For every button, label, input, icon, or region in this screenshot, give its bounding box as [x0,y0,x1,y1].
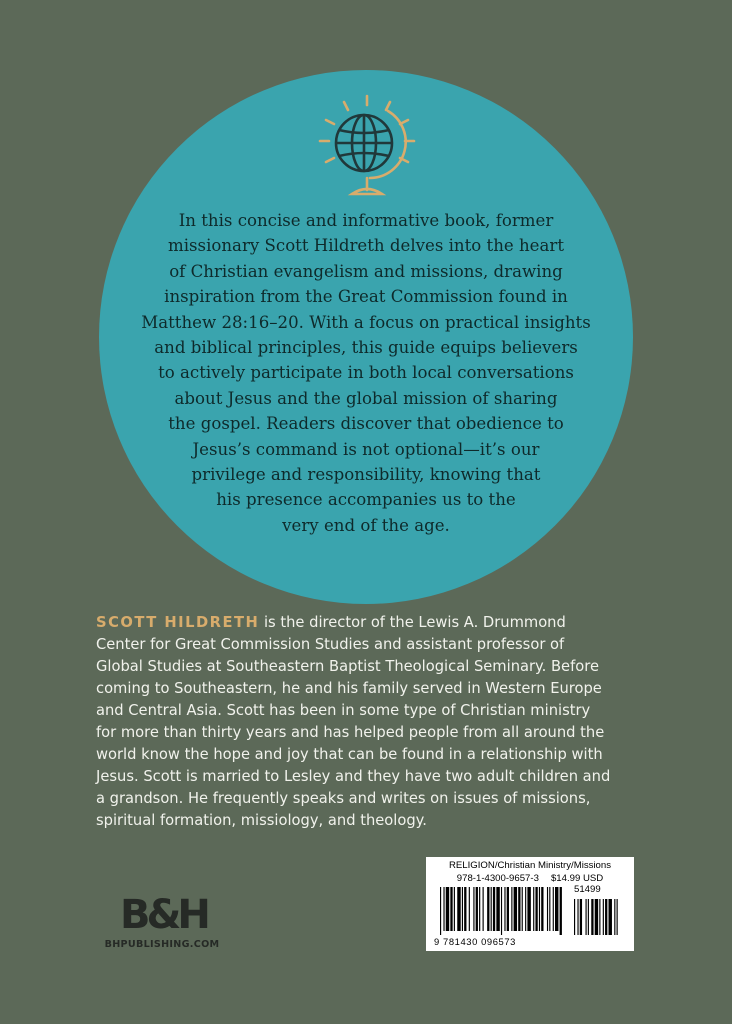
barcode-digits: 9 781430 096573 [434,936,516,947]
isbn-price-line [426,873,634,884]
publisher-logo-mark: B&H [120,892,207,938]
isbn-number: 978-1-4300-9657-3 [456,873,539,884]
book-description: In this concise and informative book, former missionary Scott Hildreth delves into the heart of Christian evangelism and missions, drawing inspiration from the Great Commission found in Matthew 28:16–20. With a focus on practical insights and biblical principles, this guide equips believers to actively participate in both local conversations about Jesus and the global mission of sharing the gospel. Readers discover that obedience to Jesus’s command is not optional—it’s our privilege and responsibility, knowing that his presence accompanies us to the very end of the age. [141,211,591,535]
author-bio [96,612,644,832]
author-bio-text: is the director of the Lewis A. Drummond Center for Great Commission Studies and assistant professor of Global Studies at Southeastern Baptist Theological Seminary. Before coming to Southeastern, he and his family served in Western Europe and Central Asia. Scott has been in some type of Christian ministry for more than thirty years and has helped people from all around the world know the hope and joy that can be found in a relationship with Jesus. Scott is married to Lesley and they have two adult children and a grandson. He frequently speaks and writes on issues of missions, spiritual formation, missiology, and theology. [96,614,611,829]
price-label: $14.99 USD [550,873,604,884]
publisher-logo [96,893,228,957]
barcode-panel [426,857,634,951]
author-name: SCOTT HILDRETH [96,614,260,631]
barcode-supplement: 51499 [574,884,601,895]
globe-icon [308,86,426,204]
bisac-category: RELIGION/Christian Ministry/Missions [448,860,612,871]
publisher-url: BHPUBLISHING.COM [104,939,220,950]
